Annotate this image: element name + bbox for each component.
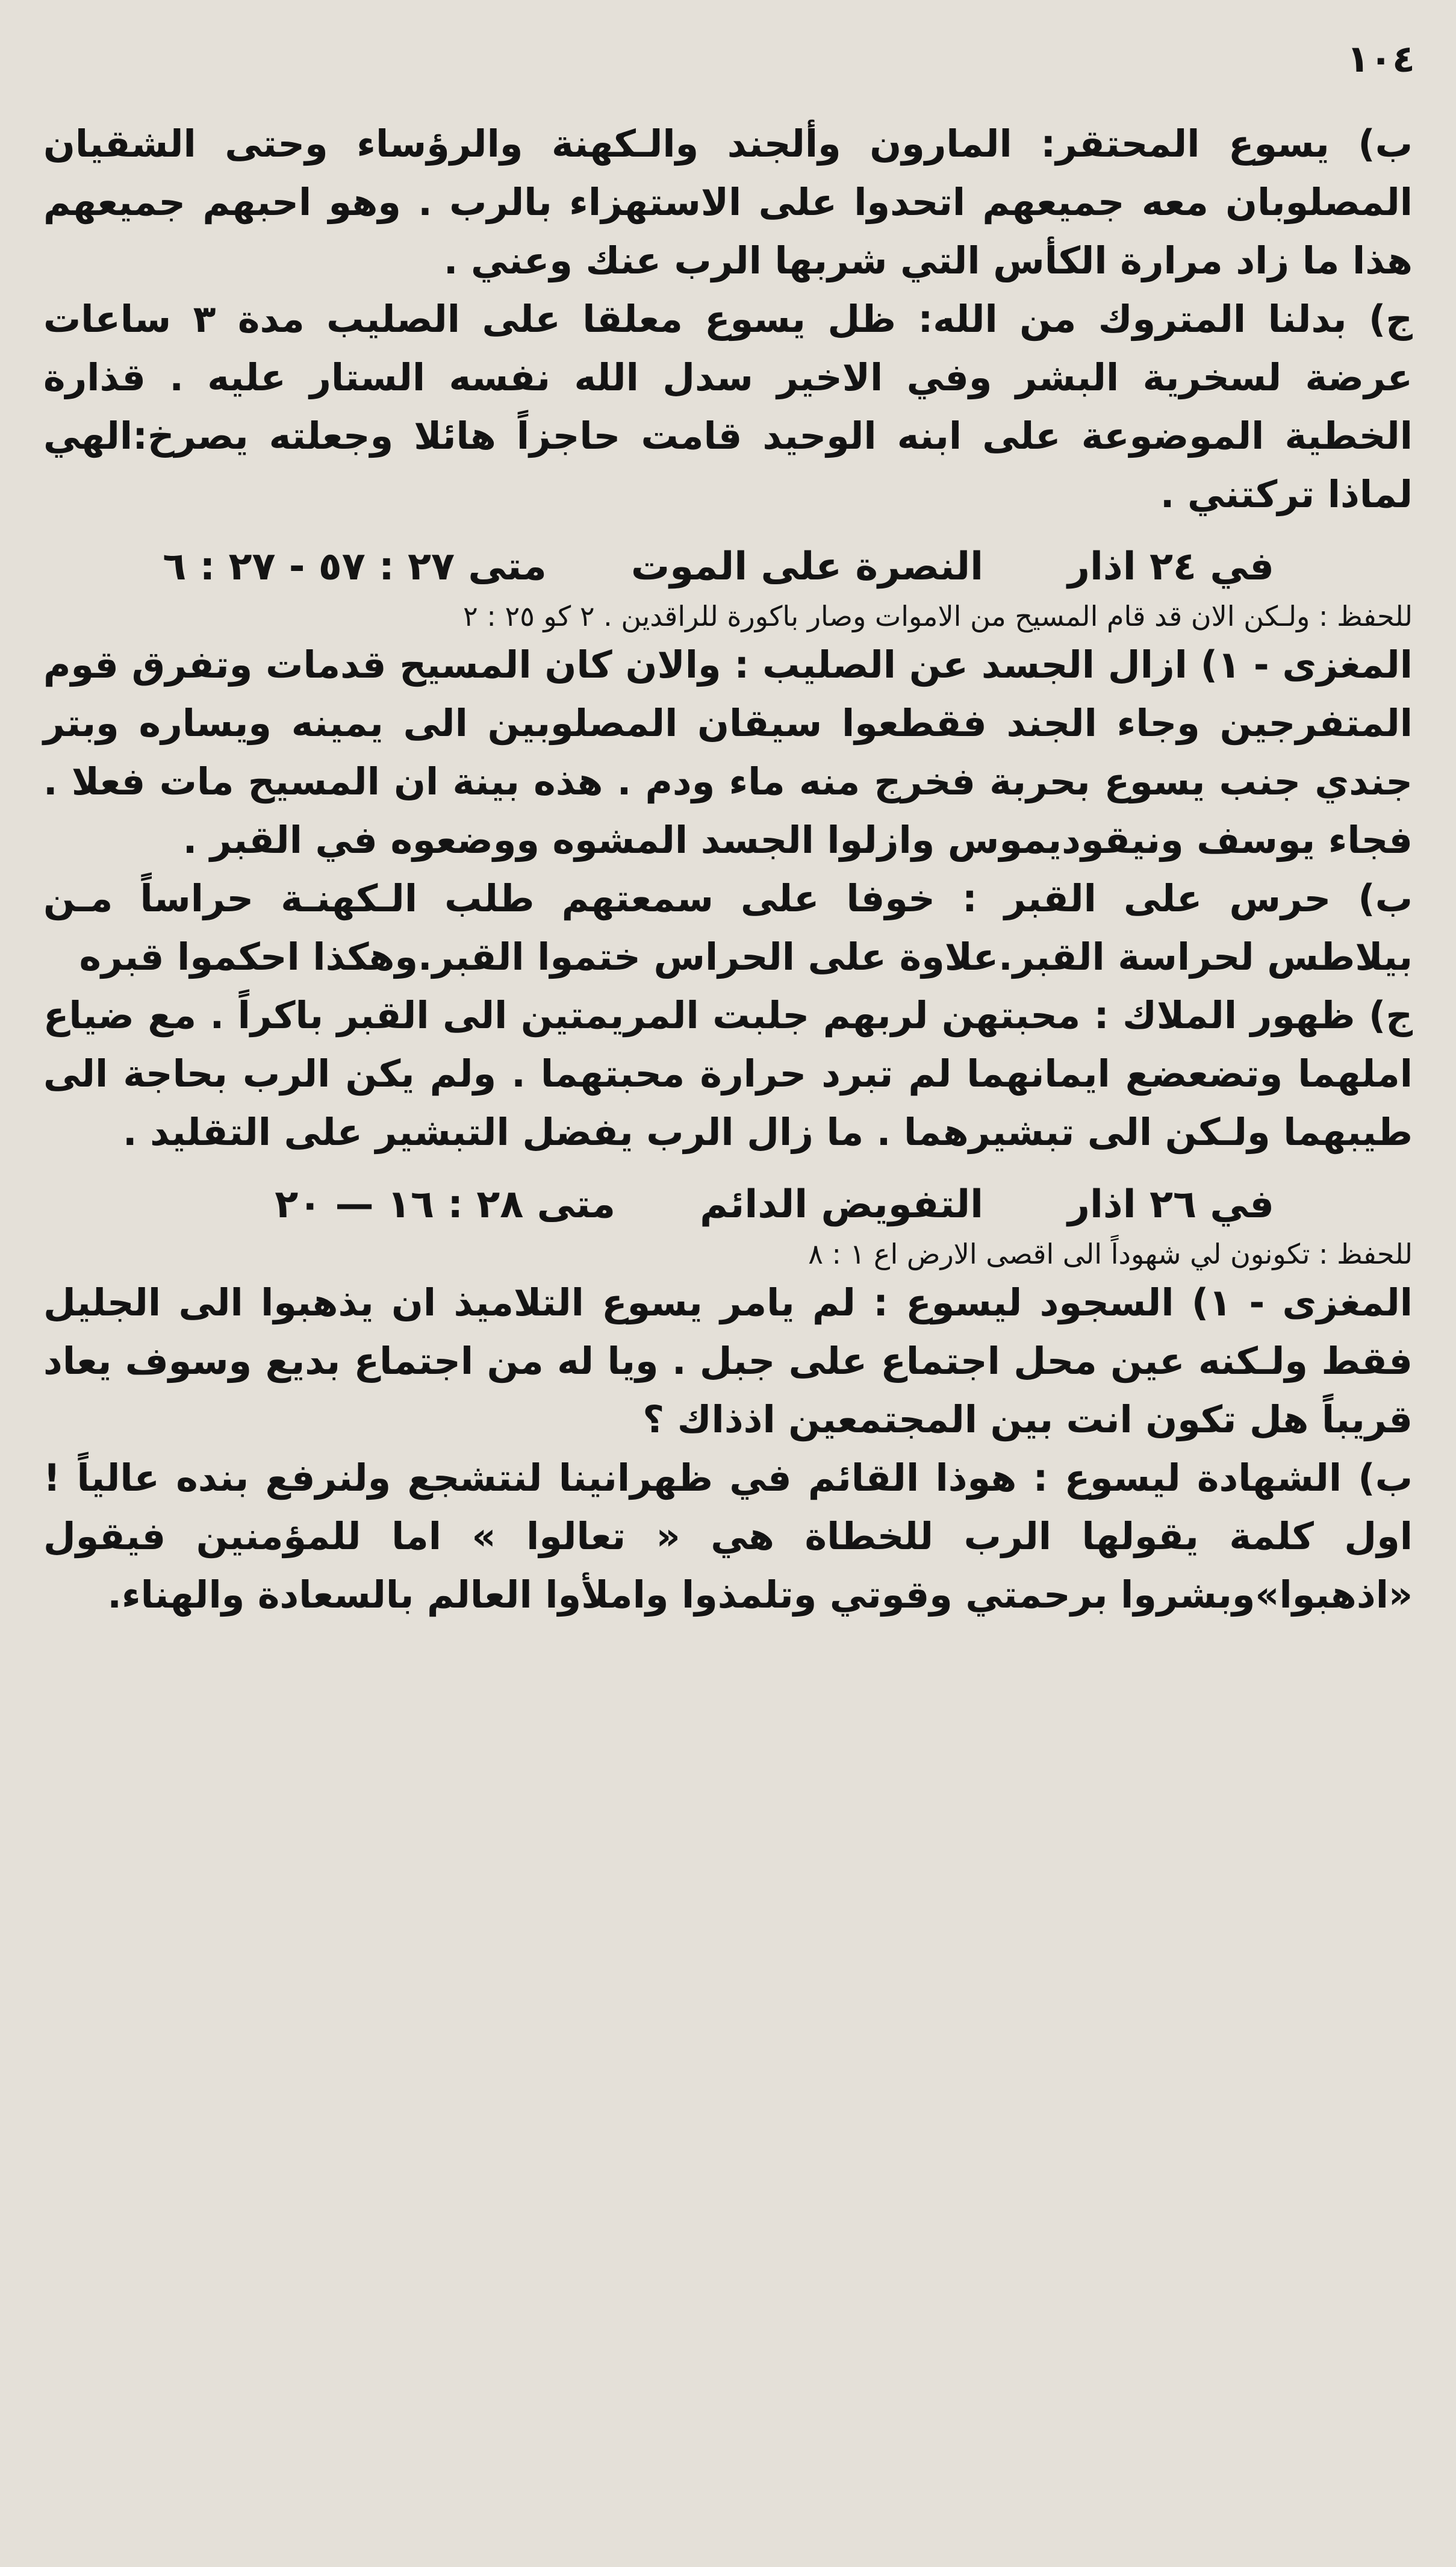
section-date: في ٢٦ اذار	[1068, 1182, 1274, 1227]
paragraph-mocked-jesus: ب) يسوع المحتقر: المارون وألجند والـكهنة والرؤساء وحتى الشقيان المصلوبان معه جميعهم اتحدوا على الاستهزاء بالرب . وهو احبهم جميعهم هذا ما زاد مرارة الكأس التي شربها الرب عنك وعني .	[43, 122, 1413, 282]
memory-verse: للحفظ : ولـكن الان قد قام المسيح من الاموات وصار باكورة للراقدين . ٢ كو ٢٥ : ٢	[463, 600, 1413, 632]
scripture-reference: متى ٢٨ : ١٦ — ٢٠	[275, 1182, 616, 1227]
section-date: في ٢٤ اذار	[1068, 544, 1274, 589]
intro-block	[43, 114, 1413, 523]
paragraph-body-removed: المغزى - ١) ازال الجسد عن الصليب : والان كان المسيح قدمات وتفرق قوم المتفرجين وجاء الجند فقطعوا سيقان المصلوبين الى يمينه ويساره وبتر جندي جنب يسوع بحربة فخرج منه ماء ودم . هذه بينة ان المسيح مات فعلا . فجاء يوسف ونيقوديموس وازلوا الجسد المشوه ووضعوه في القبر .	[43, 643, 1413, 862]
paragraph-angel-appearance: ج) ظهور الملاك : محبتهن لربهم جلبت المريمتين الى القبر باكراً . مع ضياع املهما وتضعضع ايمانهما لم تبرد حرارة محبتهما . ولم يكن الرب بحاجة الى طيبهما ولـكن الى تبشيرهما . ما زال الرب يفضل التبشير على التقليد .	[43, 993, 1413, 1154]
scripture-reference: متى ٢٧ : ٥٧ - ٢٧ : ٦	[163, 544, 547, 589]
paragraph-forsaken-substitute: ج) بدلنا المتروك من الله: ظل يسوع معلقا على الصليب مدة ٣ ساعات عرضة لسخرية البشر وفي الاخير سدل الله نفسه الستار عليه . قذارة الخطية الموضوعة على ابنه الوحيد قامت حاجزاً هائلا وجعلته يصرخ:الهي لماذا تركتني .	[43, 297, 1413, 516]
paragraph-witness: ب) الشهادة ليسوع : هوذا القائم في ظهرانينا لنتشجع ولنرفع بنده عالياً ! اول كلمة يقولها الرب للخطاة هي « تعالوا » اما للمؤمنين فيقول «اذهبوا»وبشروا برحمتي وقوتي وتلمذوا واملأوا العالم بالسعادة والهناء.	[43, 1456, 1413, 1617]
section-header	[43, 1174, 1413, 1235]
section-title: التفويض الدائم	[700, 1182, 984, 1227]
paragraph-worship: المغزى - ١) السجود ليسوع : لم يامر يسوع التلاميذ ان يذهبوا الى الجليل فقط ولـكنه عين محل اجتماع على جبل . ويا له من اجتماع بديع وسوف يعاد قريباً هل تكون انت بين المجتمعين اذذاك ؟	[43, 1280, 1413, 1441]
memory-verse: للحفظ : تكونون لي شهوداً الى اقصى الارض اع ١ : ٨	[808, 1238, 1413, 1270]
section-march-24	[43, 537, 1413, 1161]
section-march-26	[43, 1174, 1413, 1624]
page-number: ١٠٤	[1346, 37, 1415, 81]
section-header	[43, 537, 1413, 597]
section-title: النصرة على الموت	[630, 544, 984, 589]
paragraph-tomb-guard: ب) حرس على القبر : خوفا على سمعتهم طلب الـكهنـة حراساً مـن بيلاطس لحراسة القبر.علاوة على الحراس ختموا القبر.وهكذا احكموا قبره	[43, 876, 1413, 979]
